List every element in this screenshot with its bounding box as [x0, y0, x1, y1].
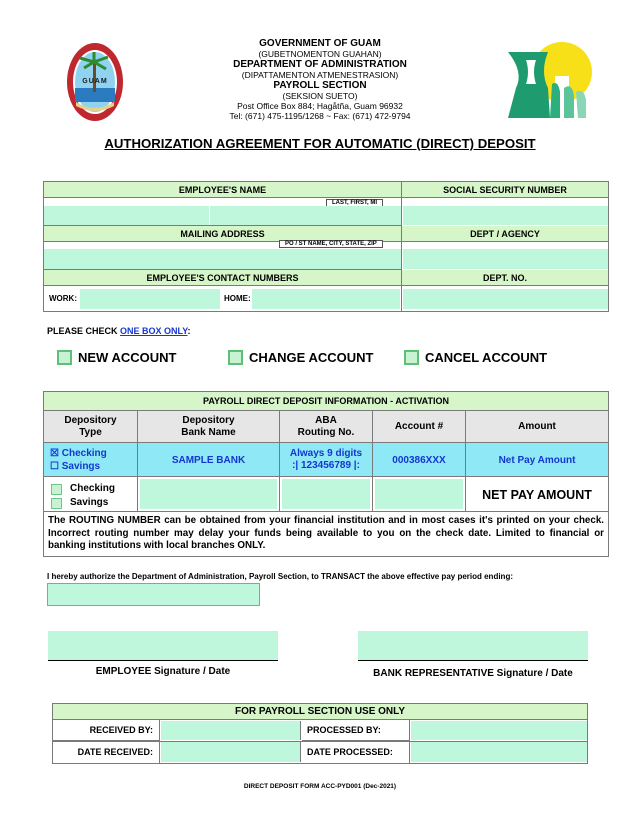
one-box-only-link: ONE BOX ONLY	[120, 326, 188, 336]
payroll-row-divider	[53, 741, 587, 742]
doa-logo	[500, 32, 592, 122]
gov-name: GOVERNMENT OF GUAM	[259, 38, 381, 49]
dept-agency-field[interactable]	[403, 249, 608, 269]
date-processed-label: DATE PROCESSED:	[302, 741, 410, 763]
employee-signature-field[interactable]	[48, 631, 278, 661]
bank-name-cell	[138, 477, 280, 512]
col-depository-type	[44, 411, 138, 443]
work-label: WORK:	[49, 294, 77, 303]
sample-checking-label: Checking	[61, 448, 107, 459]
address-row	[44, 242, 402, 270]
routing-cell	[280, 477, 373, 512]
net-pay-amount: NET PAY AMOUNT	[482, 487, 592, 502]
contact-row	[44, 286, 402, 311]
sample-account: 000386XXX	[373, 443, 466, 477]
home-phone-field[interactable]	[252, 289, 400, 309]
bank-signature-field[interactable]	[358, 631, 588, 661]
account-cell	[373, 477, 466, 512]
sample-savings-mark: ☐	[50, 461, 59, 472]
dept-agency-header: DEPT / AGENCY	[402, 226, 608, 242]
date-received-label: DATE RECEIVED:	[53, 741, 160, 763]
authorization-text: I hereby authorize the Department of Administration, Payroll Section, to TRANSACT the above effective pay period ending:	[47, 572, 513, 581]
check-instruction	[47, 326, 191, 336]
form-footer: DIRECT DEPOSIT FORM ACC-PYD001 (Dec-2021)	[243, 783, 397, 790]
input-row	[44, 477, 608, 512]
gov-name-chamorro: (GUBETNOMENTON GUAHAN)	[258, 49, 382, 59]
input-type-cell	[44, 477, 138, 512]
name-format-hint: LAST, FIRST, MI	[326, 199, 383, 207]
payroll-use-title: FOR PAYROLL SECTION USE ONLY	[53, 704, 587, 720]
name-row	[44, 198, 402, 226]
sample-checking-mark: ☒	[50, 448, 59, 459]
col-aba-line2: Routing No.	[297, 427, 355, 438]
section-name: PAYROLL SECTION	[273, 80, 367, 91]
sample-routing-line1: Always 9 digits	[289, 448, 363, 459]
bank-name-field[interactable]	[140, 479, 277, 509]
sample-row	[44, 443, 608, 477]
dept-no-field[interactable]	[403, 289, 608, 309]
checking-label: Checking	[70, 483, 116, 494]
form-title: AUTHORIZATION AGREEMENT FOR AUTOMATIC (DIRECT) DEPOSIT	[104, 136, 536, 151]
col-bank-line2: Bank Name	[181, 427, 236, 438]
sample-savings-label: Savings	[61, 461, 101, 472]
new-account-option[interactable]	[57, 350, 176, 365]
mailing-address-field[interactable]	[44, 249, 401, 269]
sample-type-cell	[44, 443, 138, 477]
col-aba-routing	[280, 411, 373, 443]
contact-numbers-header: EMPLOYEE'S CONTACT NUMBERS	[44, 270, 402, 286]
dept-name: DEPARTMENT OF ADMINISTRATION	[233, 59, 407, 70]
cancel-account-checkbox[interactable]	[404, 350, 419, 365]
deposit-info-table	[43, 391, 609, 557]
received-by-label: RECEIVED BY:	[53, 720, 160, 741]
employee-name-field-2[interactable]	[210, 206, 401, 225]
deposit-table-title: PAYROLL DIRECT DEPOSIT INFORMATION - ACTIVATION	[44, 392, 608, 411]
sample-bank: SAMPLE BANK	[138, 443, 280, 477]
employee-name-header: EMPLOYEE'S NAME	[44, 182, 402, 198]
routing-note: The ROUTING NUMBER can be obtained from your financial institution and in most cases it's printed on your check. Incorrect routing number may delay your funds being available to you on the check date. Limited to financial or banking institutions with local branches ONLY.	[48, 515, 604, 551]
routing-number-field[interactable]	[282, 479, 370, 509]
savings-label: Savings	[70, 497, 109, 508]
home-label: HOME:	[224, 294, 251, 303]
check-instruction-suffix: :	[187, 326, 191, 336]
date-received-field[interactable]	[161, 742, 301, 762]
change-account-option[interactable]	[228, 350, 373, 365]
col-amount: Amount	[466, 411, 608, 443]
savings-checkbox[interactable]	[51, 498, 62, 509]
check-instruction-prefix: PLEASE CHECK	[47, 326, 121, 336]
checking-checkbox[interactable]	[51, 484, 62, 495]
employee-name-field[interactable]	[44, 206, 209, 225]
cancel-account-option[interactable]	[404, 350, 547, 365]
dept-name-chamorro: (DIPATTAMENTON ATMENESTRASION)	[241, 70, 399, 80]
col-bank-name	[138, 411, 280, 443]
account-number-field[interactable]	[375, 479, 463, 509]
processed-by-field[interactable]	[411, 721, 587, 740]
date-processed-field[interactable]	[411, 742, 587, 762]
new-account-label: NEW ACCOUNT	[78, 350, 177, 365]
seal-guam-text: GUAM	[82, 78, 108, 85]
ssn-field[interactable]	[403, 206, 608, 225]
dept-no-header: DEPT. NO.	[402, 270, 608, 286]
address-format-hint: PO / ST NAME, CITY, STATE, ZIP	[279, 240, 383, 248]
address: Post Office Box 884; Hagåtña, Guam 96932	[237, 101, 403, 111]
sample-routing-line2: :| 123456789 |:	[292, 460, 360, 471]
bank-signature-label: BANK REPRESENTATIVE Signature / Date	[373, 668, 573, 679]
sample-amount: Net Pay Amount	[498, 454, 576, 466]
received-by-field[interactable]	[161, 721, 301, 740]
letterhead	[200, 38, 440, 121]
new-account-checkbox[interactable]	[57, 350, 72, 365]
sample-routing-cell	[280, 443, 373, 477]
employee-info-table	[43, 181, 609, 312]
col-type-line1: Depository	[64, 415, 117, 426]
payroll-use-table	[52, 703, 588, 764]
guam-seal	[66, 42, 124, 122]
ssn-header: SOCIAL SECURITY NUMBER	[402, 182, 608, 198]
mailing-address-header: MAILING ADDRESS	[44, 226, 402, 242]
work-phone-field[interactable]	[80, 289, 220, 309]
section-name-chamorro: (SEKSION SUETO)	[282, 91, 358, 101]
col-type-line2: Type	[79, 427, 102, 438]
pay-period-field[interactable]	[47, 583, 260, 606]
cancel-account-label: CANCEL ACCOUNT	[425, 350, 548, 365]
processed-by-label: PROCESSED BY:	[302, 720, 410, 741]
employee-signature-label: EMPLOYEE Signature / Date	[95, 666, 231, 677]
change-account-label: CHANGE ACCOUNT	[249, 350, 374, 365]
col-aba-line1: ABA	[315, 415, 337, 426]
change-account-checkbox[interactable]	[228, 350, 243, 365]
phone-fax: Tel: (671) 475-1195/1268 ~ Fax: (671) 472-9794	[229, 111, 411, 121]
col-account: Account #	[373, 411, 466, 443]
col-bank-line1: Depository	[182, 415, 235, 426]
